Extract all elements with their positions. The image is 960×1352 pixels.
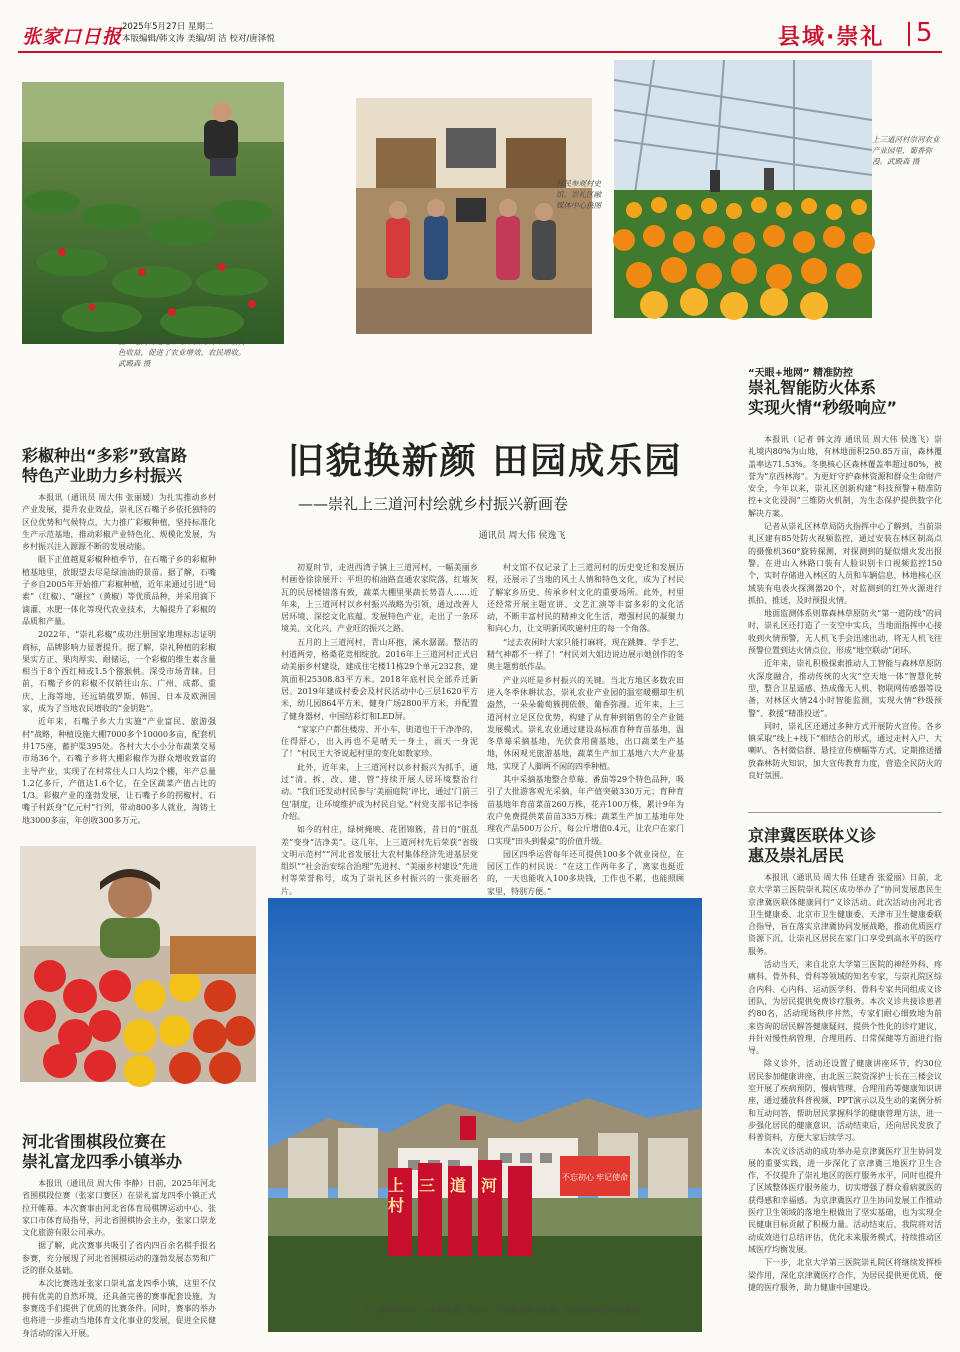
medical-paragraph: 本次义诊活动的成功举办是京津冀医疗卫生协同发展的重要实践，进一步深化了京津冀三地医疗卫生合作，不仅提升了崇礼地区的医疗服务水平，同时也提升了区域整体医疗服务能力，切实增强了群众看病就医的获得感和幸福感。为京津冀医疗卫生协同发展工作推动医疗卫生领域的落地生根做出了坚实基础，也为实现全民健康目标贡献了积极力量。活动结束后，我院将对活动成效进行总结评估，优化未来服务模式，持续推动区域医疗均衡发展。 xyxy=(748,1146,942,1254)
fire-paragraph: 本报讯（记者 韩文涛 通讯员 周大伟 侯逸飞）崇礼境内80%为山地，有林地面积250.85万亩，森林覆盖率达71.53%。冬奥核心区森林覆盖率超过80%，被誉为“京西林海”。为更好守护森林资源和群众生命财产安全，今年以来，崇礼区创新构建“科技预警+精准防控+文化浸润”三维防火机制，为生态保护提供数字化解决方案。 xyxy=(748,435,942,518)
chess-paragraph: 本报讯（通讯员 周大伟 李静）日前，2025年河北省围棋段位赛（张家口赛区）在崇礼富龙四季小镇正式拉开帷幕。本次赛事由河北省体育局棋牌运动中心、张家口市体育局指导，河北省围棋协会主办，张家口崇龙文化旅游有限公司承办。 xyxy=(22,1179,216,1238)
pepper-paragraph: 近年来，石嘴子乡大力实施“产业富民、旅游强村”战略，种植设施大棚7000多个10000多亩，配套机井175座，蓄护渠395处。各村大大小小分布蔬菜交易市场36个。石嘴子乡将大棚彩椒作为群众增收致富的主导产业，实现了在村常住人口人均2个棚，年产总量1.2亿多斤，产值达1.6个亿，在全区蔬菜产值占比的1/3。彩椒产业的蓬勃发展，让石嘴子乡的拐椒村、石嘴子村跃身“亿元村”行列，带动800多人就业，淘铸土地3000多亩，年创收300多万元。 xyxy=(22,717,216,825)
pepper-photo xyxy=(20,846,256,1082)
pepper-headline xyxy=(22,446,262,486)
main-paragraph: 产业兴旺是乡村振兴的关键。当北方地区多数农田进入冬季休耕状态，崇礼农业产业园的温室暖棚却生机盎然，一朵朵葡萄簇拥依偎，葡香弥漫。近年来，上三道河村立足区位优势，构建了从育种到销售的全产业链发展模式。崇礼农业通过建设高标准育种育苗基地，温冬草莓采摘基地，光伏食用菌基地，出口蔬菜生产基地，休闲观光旅游基地，蔬菜生产加工基地六大产业基地，实现了人脚两不闲的四季种植。 xyxy=(487,675,684,771)
fire-paragraph: 近年来，崇礼积极探索推动人工智能与森林草原防火深度融合，推动传统的火灾“空天地一体”智慧化转型，整合卫星遥感、热成像无人机、物联网传感器等设备，对林区火情24小时智能监测，实现火情“秒级预警”、救援“精准投送”。 xyxy=(748,659,942,718)
pepper-paragraph: 2022年，“崇礼彩椒”成功注册国家地理标志证明商标，品牌影响力显著提升。据了解，崇礼种植的彩椒果实方正、果肉厚实、耐储运，一个彩椒的维生素含量相当于8个西红柿或1.5个猕猴桃。深受市场青睐。目前，石嘴子乡的彩椒不仅销往山东、广州、成都、重庆、上海等地，还远销俄罗斯、韩国、日本及欧洲国家，成为了当地农民增收的“金钥匙”。 xyxy=(22,630,216,714)
fire-kicker: “天眼+地网” 精准防控 xyxy=(748,368,854,379)
medical-paragraph: 下一步，北京大学第三医院崇礼院区将继续发挥桥梁作用，深化京津冀医疗合作，为居民提供更优质、便捷的医疗服务，助力健康中国建设。 xyxy=(748,1258,942,1292)
fire-headline-line2: 实现火情“秒级响应” xyxy=(748,398,898,417)
page-divider xyxy=(908,22,910,46)
fire-paragraph: 地面监测体系则靠森林草原防火“第一道防线”的同时，崇礼区还打造了一支空中实兵，当地面指挥中心接收到火情预警，无人机飞手会迅速出动，将无人机飞往预警位置到达火情点位，形成“地空联动”闭环。 xyxy=(748,609,942,656)
main-paragraph: “过去农闲时大家只能打麻将，现在跳舞、学手艺，精气神都不一样了！”村民刘大姐边说边展示她创作的冬奥主题剪纸作品。 xyxy=(487,637,684,672)
medical-headline xyxy=(748,826,942,866)
main-paragraph: 此外，近年来，上三道河村以乡村振兴为抓手，通过“清、拆、改、建、管”持续开展人居环境整治行动。“我们还发动村民参与‘美丽庭院’评比，通过‘门前三包’制度，让环境维护成为村民自觉。”村党支部书记李扬介绍。 xyxy=(281,762,478,821)
banner-text: 不忘初心 牢记使命 xyxy=(561,1173,629,1182)
main-paragraph: “家家户户都住楼房、开小车，街道也干干净净的，住得舒心，出入再也不是晴天一身土，雨天一身泥了！”村民王大爷说起村里的变化如数家珍。 xyxy=(281,724,478,759)
main-byline: 通讯员 周大伟 侯逸飞 xyxy=(478,531,566,541)
medical-paragraph: 活动当天，来自北京大学第三医院的神经外科、疼痛科、骨外科、骨科等领域的知名专家，与崇礼院区综合内科、心内科、运动医学科、骨科专家共同组成义诊团队，为居民提供免费诊疗服务。本次义诊共接诊患者约80名，活动现场秩序井然，专家们耐心细致地为前来咨询的居民解答健康疑问，提供个性化的诊疗建议，并针对慢性病管理、合理用药、日常保健等方面进行指导。 xyxy=(748,960,942,1056)
main-paragraph: 五月的上三道河村，青山环抱，溪水潺潺。整洁的村道两旁，格桑花竞相绽放。2016年上三道河村正式启动美丽乡村建设，建成住宅楼11栋29个单元232套，建筑面积25308.83平方米。2018年底村民全部乔迁新居。2019年建成村委会及村民活动中心三层1620平方米，幼儿园864平方米，健身广场2800平方米，并配置了健身器材、中国结彩灯和LED屏。 xyxy=(281,637,478,721)
chess-paragraph: 本次比赛选址张家口崇礼富龙四季小镇，这里不仅拥有优美的自然环境，还具备完善的赛事配套设施，为参赛选手们提供了优质的比赛条件。同时，赛事的举办也将进一步推动当地体育文化事业的发展，促进全民健身活动的深入开展。 xyxy=(22,1279,216,1338)
pepper-article xyxy=(22,492,216,838)
pepper-paragraph: 本报讯（通讯员 周大伟 张丽媛）为扎实推动乡村产业发展，提升农业效益，崇礼区石嘴子乡依托独特的区位优势和气候特点，大力推广彩椒种植，坚持标准化生产示范基地，推动彩椒产业特色化、规模化发展，为乡村振兴注入源源不断的发展动能。 xyxy=(22,493,216,552)
greenhouse-caption: 上三道河村崇河农业产业园里，葡香弥漫。武殿森 摄 xyxy=(872,135,940,166)
strawberry-caption: 上三道河村通过草莓采摘为村集体创特色收益，促进了农业增效、农民增收。武殿森 摄 xyxy=(118,337,246,368)
chess-headline-line1: 河北省围棋段位赛在 xyxy=(22,1132,167,1151)
page-number: 5 xyxy=(916,18,933,48)
village-caption: 上三道河村走出了一条环境美、文化兴、产业旺的振兴之路。崇礼区融媒体中心供图 xyxy=(361,1306,639,1315)
main-paragraph: 如今的村庄，绿树掩映、花团锦簇，昔日的“脏乱差”变身“洁净美”。这几年，上三道河村先后荣获“省级文明示范村”“河北省发展壮大农村集体经济先进基层党组织”“社会治安综合治理”先进村、“美丽乡村建设”先进村等荣誉称号，成为了崇礼区乡村振兴的一张亮丽名片。 xyxy=(281,825,478,896)
chess-paragraph: 据了解，此次赛事共吸引了省内四百余名棋手报名参赛，充分展现了河北省围棋运动的蓬勃发展态势和广泛的群众基础。 xyxy=(22,1241,216,1276)
masthead-logo: 张家口日报 xyxy=(22,26,123,48)
header-rule xyxy=(18,51,942,53)
main-paragraph: 其中采摘基地整合草莓、番茄等29个特色品种，吸引了大批游客观光采摘，年产值突破330万元；育种育苗基地年育苗菜苗260万株，花卉100万株，累计9年为农户免费提供菜苗苗335万株；蔬菜生产加工基地年处理农产品500万公斤，每公斤增值0.4元，让农户在家门口实现“田头到餐桌”的价值升级。 xyxy=(487,775,684,846)
editors-line: 本版编辑/韩文涛 美编/胡 洁 校对/唐泽悦 xyxy=(122,34,275,44)
main-subtitle: ——崇礼上三道河村绘就乡村振兴新画卷 xyxy=(298,495,569,513)
chess-article xyxy=(22,1178,216,1338)
header-info xyxy=(122,21,275,45)
fire-paragraph: 同时，崇礼区还通过多种方式开展防火宣传。各乡镇采取“线上+线下”相结合的形式，通过走村入户、大喇叭、各村微信群、悬挂宣传横幅等方式，定期推送播放森林防火知识，加大宣传教育力度，营造全民防火的良好氛围。 xyxy=(748,721,942,781)
medical-article xyxy=(748,872,942,1332)
main-paragraph: 初夏时节，走进西湾子镇上三道河村，一幅美丽乡村画卷徐徐展开：平坦的柏油路直通农家院落，红墙灰瓦的民居楼错落有致，蔬菜大棚里果蔬长势喜人……近年来，上三道河村以乡村振兴战略为引领，通过改善人居环境、深挖文化底蕴、发展特色产业，走出了一条环境美、文化兴、产业旺的振兴之路。 xyxy=(281,563,478,634)
village-photo xyxy=(268,898,702,1332)
museum-photo xyxy=(356,98,592,334)
section-title: 县域·崇礼 xyxy=(778,25,885,50)
strawberry-photo xyxy=(22,82,284,344)
fire-paragraph: 记者从崇礼区林草局防火指挥中心了解到，当前崇礼区建有85处防火视频监控，通过安装在林区制高点的摄像机360°旋转探测，对探测到的疑似烟火发出报警。在进山入林路口装有人脸识别卡口视频监控150个，实时存储进入林区的人员和车辆信息，林地核心区域装有电表火探测器20个，对监测到的红外火源进行抓拍、推送，及时预报火情。 xyxy=(748,522,942,605)
medical-headline-line1: 京津冀医联体义诊 xyxy=(748,826,877,845)
fire-headline-line1: 崇礼智能防火体系 xyxy=(748,378,877,397)
date-line: 2025年5月27日 星期二 xyxy=(122,22,214,32)
main-paragraph: 村文馆不仅记录了上三道河村的历史变迁和发展历程，还展示了当地的风土人情和特色文化，成为了村民了解家乡历史、传承乡村文化的重要场所。此外，村里还经常开展主题宣讲、文艺汇演等丰富多彩的文化活动，不断丰富村民的精神文化生活，增强村民的凝聚力和向心力，让文明新风吹遍村庄的每一个角落。 xyxy=(487,563,684,634)
medical-headline-line2: 惠及崇礼居民 xyxy=(748,846,845,865)
main-headline: 旧貌换新颜 田园成乐园 xyxy=(287,441,683,482)
pepper-headline-line1: 彩椒种出“多彩”致富路 xyxy=(22,446,188,465)
main-paragraph: 园区四季运营每年还可提供100多个就业岗位，在园区工作的村民说：“在这工作两年多了，离家也挺近的，一天也能收入100多块钱，工作也不累，也能照顾家里，特别方便。” xyxy=(487,849,684,896)
greenhouse-photo xyxy=(614,60,872,318)
fire-headline xyxy=(748,378,942,418)
pepper-paragraph: 眼下正值越夏彩椒种植季节，在石嘴子乡的彩椒种植基地里，放眼望去尽是绿油油的景苗。据了解，石嘴子乡自2005年开始推广彩椒种植，近年来通过引进“局索”（红椒）、“砸拉”（黄椒）等优质品种，并采用滴下滴灌、水肥一体化等现代农业技术，大幅提升了彩椒的品质和产量。 xyxy=(22,555,216,626)
chess-headline-line2: 崇礼富龙四季小镇举办 xyxy=(22,1152,183,1171)
medical-paragraph: 本报讯（通讯员 周大伟 任建香 张爱丽）日前，北京大学第三医院崇礼院区成功举办了“协同发展惠民生 京津冀医联体健康同行”义诊活动。此次活动由河北省卫生健康委、北京市卫生健康委、天津市卫生健康委联合指导，旨在落实京津冀协同发展战略，推动优质医疗资源下沉，让崇礼区居民在家门口享受到高水平的医疗服务。 xyxy=(748,873,942,956)
right-column-divider xyxy=(748,812,942,813)
museum-caption: 村民参观村史馆。崇礼区融媒体中心供图 xyxy=(556,179,601,210)
fire-article xyxy=(748,434,942,806)
medical-paragraph: 除义诊外，活动还设置了健康讲座环节，约30位居民参加健康讲座，由北医三院资深护士长在三楼会议室开展了疾病预防、慢病管理、合理用药等健康知识讲座，通过播放科普视频、PPT演示以及生动的案例分析和互动问答，帮助居民掌握科学的健康管理方法，进一步强化居民的健康意识，活动结束后，还向居民发放了科普资料，方便大家后续学习。 xyxy=(748,1059,942,1143)
pepper-headline-line2: 特色产业助力乡村振兴 xyxy=(22,466,183,485)
village-sign: 上三道河村 xyxy=(388,1176,513,1215)
chess-headline xyxy=(22,1132,262,1172)
